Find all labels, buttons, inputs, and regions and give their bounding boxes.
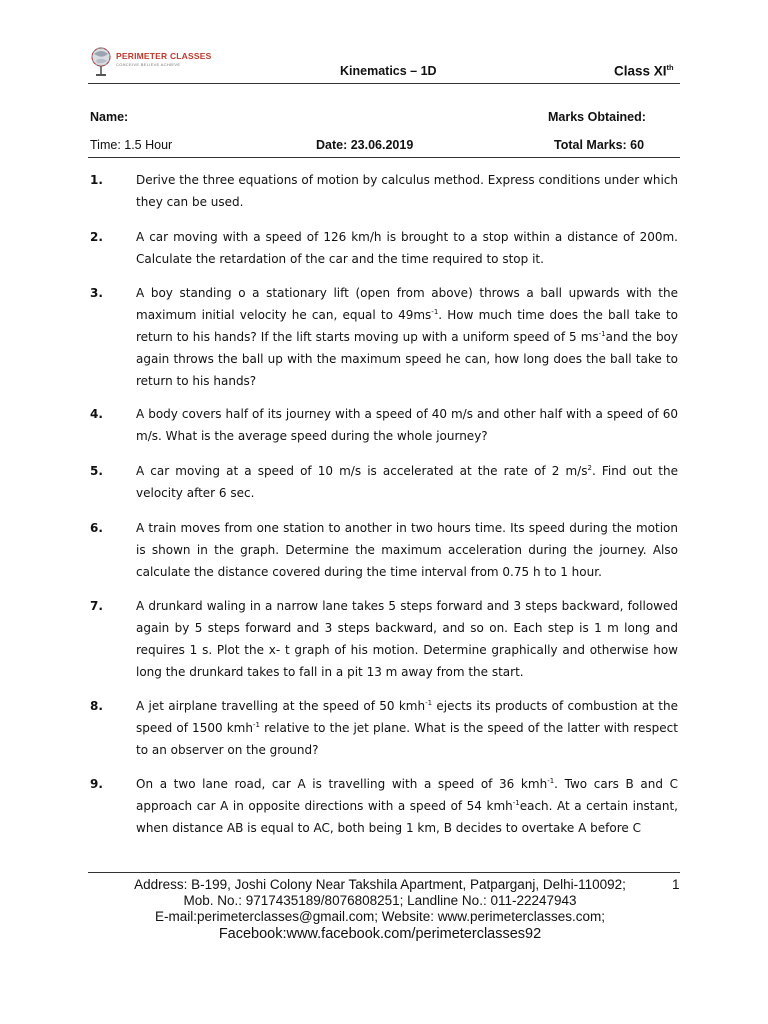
question-text-part: A boy standing o a stationary lift (open from above) throws a ball upwards with the maximum initial velocity he can, equal to 49ms bbox=[136, 286, 678, 322]
phone-line: Mob. No.: 9717435189/8076808251; Landline No.: 011-22247943 bbox=[183, 893, 577, 908]
question-text-part: . Find out the velocity after 6 sec. bbox=[136, 464, 678, 500]
footer-rule bbox=[88, 872, 680, 873]
question-number: 8. bbox=[90, 699, 103, 713]
class-label bbox=[614, 63, 674, 79]
question-text: Derive the three equations of motion by calculus method. Express conditions under which they can be used. bbox=[136, 173, 678, 209]
question-number: 6. bbox=[90, 521, 103, 535]
globe-icon bbox=[90, 44, 116, 80]
question-text-part: ejects its products of combustion at the speed of 1500 kmh bbox=[136, 699, 678, 735]
perimeter-classes-logo bbox=[90, 44, 210, 80]
header-rule bbox=[88, 83, 680, 84]
question-text bbox=[136, 282, 678, 392]
page-number: 1 bbox=[672, 877, 680, 892]
question-text-part: A car moving at a speed of 10 m/s is accelerated at the rate of 2 m/s bbox=[136, 464, 588, 478]
class-label-sup: th bbox=[666, 63, 674, 72]
question-text: A car moving with a speed of 126 km/h is brought to a stop within a distance of 200m. Calculate the retardation of the car and the time required to stop it. bbox=[136, 230, 678, 266]
question-number: 7. bbox=[90, 599, 103, 613]
question-text-part: . How much time does the ball take to return to his hands? If the lift starts moving up with a uniform speed of 5 ms bbox=[136, 308, 678, 344]
time-label: Time: 1.5 Hour bbox=[90, 138, 173, 152]
question-text-part: relative to the jet plane. What is the speed of the latter with respect to an observer on the ground? bbox=[136, 721, 678, 757]
question-text bbox=[136, 460, 678, 504]
marks-obtained-label: Marks Obtained: bbox=[548, 110, 646, 124]
question-number: 9. bbox=[90, 777, 103, 791]
superscript: -1 bbox=[252, 721, 260, 729]
question-number: 1. bbox=[90, 173, 103, 187]
question-text-part: A jet airplane travelling at the speed of 50 kmh bbox=[136, 699, 426, 713]
question-text: A drunkard waling in a narrow lane takes 5 steps forward and 3 steps backward, followed again by 5 steps forward and 3 steps backward, and so on. Each step is 1 m long and requires 1 s. Plot the x- t graph of his motion. Determine graphically and otherwise how long the drunkard takes to fall in a pit 13 m away from the start. bbox=[136, 599, 678, 679]
email-website-line: E-mail:perimeterclasses@gmail.com; Website: www.perimeterclasses.com; bbox=[154, 909, 606, 924]
question-number: 2. bbox=[90, 230, 103, 244]
question-text-part: each. At a certain instant, when distance AB is equal to AC, both being 1 km, B decides to overtake A before C bbox=[136, 799, 678, 835]
superscript: -1 bbox=[547, 777, 555, 785]
worksheet-title: Kinematics – 1D bbox=[340, 64, 437, 78]
question-text: A train moves from one station to another in two hours time. Its speed during the motion is shown in the graph. Determine the maximum acceleration during the journey. Also calculate the distance covered during the time interval from 0.75 h to 1 hour. bbox=[136, 521, 678, 579]
logo-name: PERIMETER CLASSES bbox=[116, 51, 212, 61]
question-text-part: . Two cars B and C approach car A in opposite directions with a speed of 54 kmh bbox=[136, 777, 678, 813]
address-line: Address: B-199, Joshi Colony Near Takshila Apartment, Patparganj, Delhi-110092; bbox=[134, 877, 626, 892]
question-text-part: On a two lane road, car A is travelling with a speed of 36 kmh bbox=[136, 777, 548, 791]
superscript: -1 bbox=[598, 330, 606, 338]
facebook-line: Facebook:www.facebook.com/perimeterclasses92 bbox=[218, 926, 542, 942]
question-text bbox=[136, 773, 678, 839]
superscript: 2 bbox=[587, 464, 592, 472]
date-label: Date: 23.06.2019 bbox=[316, 138, 414, 152]
info-rule bbox=[88, 157, 680, 158]
question-text bbox=[136, 695, 678, 761]
logo-tagline: CONCEIVE BELIEVE ACHIEVE bbox=[116, 62, 181, 67]
superscript: -1 bbox=[425, 699, 433, 707]
name-field-label: Name: bbox=[90, 110, 129, 124]
question-text-part: and the boy again throws the ball up with the maximum speed he can, how long does the ball take to return to his hands? bbox=[136, 330, 678, 388]
question-number: 4. bbox=[90, 407, 103, 421]
question-number: 5. bbox=[90, 464, 103, 478]
question-text: A body covers half of its journey with a speed of 40 m/s and other half with a speed of 60 m/s. What is the average speed during the whole journey? bbox=[136, 407, 678, 443]
class-label-text: Class XI bbox=[614, 63, 667, 79]
total-marks-label: Total Marks: 60 bbox=[554, 138, 645, 152]
question-number: 3. bbox=[90, 286, 103, 300]
footer-address bbox=[80, 877, 680, 943]
superscript: -1 bbox=[431, 308, 439, 316]
superscript: -1 bbox=[512, 799, 520, 807]
